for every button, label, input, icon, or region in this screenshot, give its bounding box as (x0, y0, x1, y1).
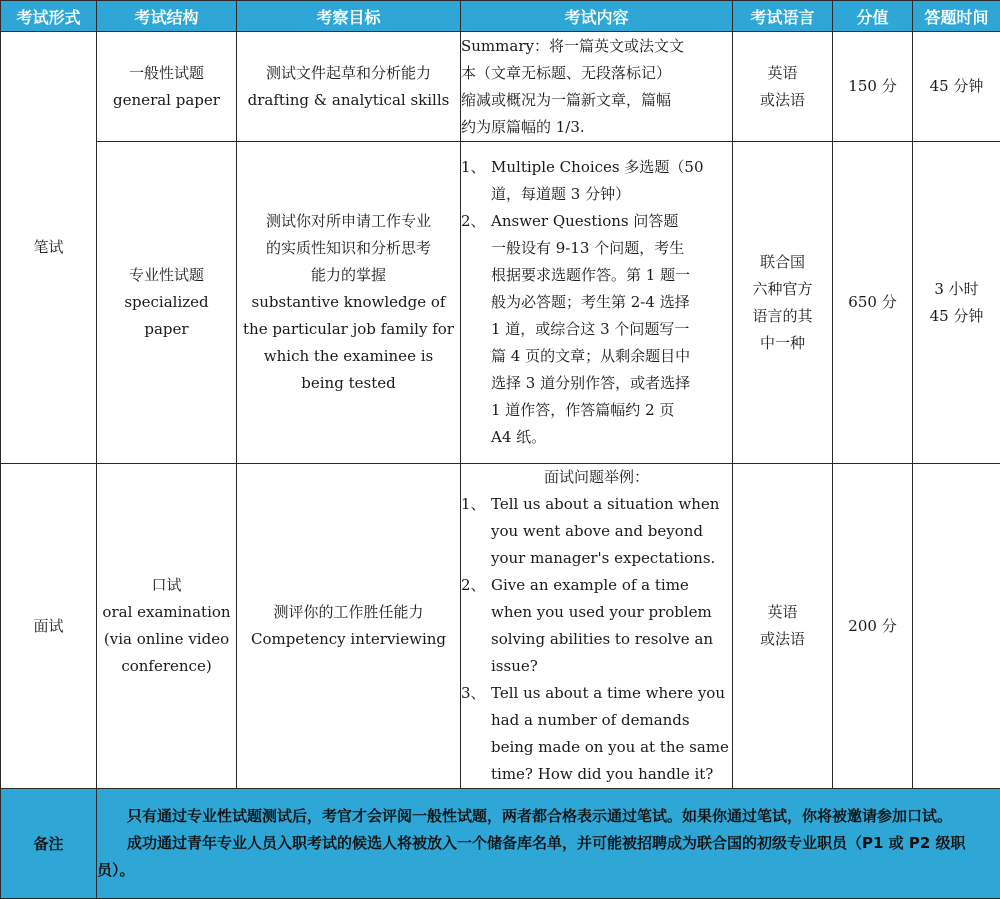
cell-general-score: 150 分 (833, 32, 913, 142)
cell-specialized-time: 3 小时 45 分钟 (913, 142, 1000, 464)
header-form: 考试形式 (1, 1, 97, 32)
list-item: 2、 Answer Questions 问答题 一般设有 9-13 个问题，考生 根据要求选题作答。第 1 题一 般为必答题；考生第 2-4 选择 1 道，或综合这 3 个问题写一 篇 4 页的文章；从剩余题目中 选择 3 道分别作答，或者选择 1 道作答，作答篇幅约 2 页 A4 纸。 (461, 208, 732, 451)
cell-interview-language: 英语 或法语 (733, 464, 833, 789)
cell-specialized-language: 联合国 六种官方 语言的其 中一种 (733, 142, 833, 464)
cell-general-structure: 一般性试题 general paper (97, 32, 237, 142)
header-goal: 考察目标 (237, 1, 461, 32)
header-content: 考试内容 (461, 1, 733, 32)
header-structure: 考试结构 (97, 1, 237, 32)
note-body (97, 789, 1000, 899)
cell-general-time: 45 分钟 (913, 32, 1000, 142)
cell-interview-goal: 测评你的工作胜任能力 Competency interviewing (237, 464, 461, 789)
row-specialized-paper (1, 142, 1000, 464)
list-item: 3、 Tell us about a time where you had a number of demands being made on you at the same time? How did you handle it? (461, 680, 732, 788)
note-paragraph: 成功通过青年专业人员入职考试的候选人将被放入一个储备库名单，并可能被招聘成为联合国的初级专业职员（P1 或 P2 级职员）。 (97, 830, 1000, 884)
cell-written-form: 笔试 (1, 32, 97, 464)
header-language: 考试语言 (733, 1, 833, 32)
cell-interview-structure: 口试 oral examination (via online video conference) (97, 464, 237, 789)
note-label: 备注 (1, 789, 97, 899)
cell-specialized-content (461, 142, 733, 464)
list-item: 2、 Give an example of a time when you used your problem solving abilities to resolve an issue? (461, 572, 732, 680)
header-time: 答题时间 (913, 1, 1000, 32)
cell-interview-content (461, 464, 733, 789)
row-note (1, 789, 1000, 899)
cell-general-content: Summary：将一篇英文或法文文 本（文章无标题、无段落标记） 缩减或概况为一篇新文章，篇幅 约为原篇幅的 1/3. (461, 32, 733, 142)
row-general-paper (1, 32, 1000, 142)
list-item: 1、 Tell us about a situation when you went above and beyond your manager's expectations. (461, 491, 732, 572)
interview-content-title: 面试问题举例： (461, 464, 732, 491)
cell-specialized-goal: 测试你对所申请工作专业 的实质性知识和分析思考 能力的掌握 substantive knowledge of the particular job family for which the examinee is being tested (237, 142, 461, 464)
cell-specialized-structure: 专业性试题 specialized paper (97, 142, 237, 464)
header-score: 分值 (833, 1, 913, 32)
cell-interview-form: 面试 (1, 464, 97, 789)
cell-interview-time (913, 464, 1000, 789)
cell-general-language: 英语 或法语 (733, 32, 833, 142)
cell-specialized-score: 650 分 (833, 142, 913, 464)
row-interview (1, 464, 1000, 789)
cell-general-goal: 测试文件起草和分析能力 drafting & analytical skills (237, 32, 461, 142)
header-row (1, 1, 1000, 32)
cell-interview-score: 200 分 (833, 464, 913, 789)
note-paragraph: 只有通过专业性试题测试后，考官才会评阅一般性试题，两者都合格表示通过笔试。如果你通过笔试，你将被邀请参加口试。 (97, 803, 1000, 830)
list-item: 1、 Multiple Choices 多选题（50 道，每道题 3 分钟） (461, 154, 732, 208)
